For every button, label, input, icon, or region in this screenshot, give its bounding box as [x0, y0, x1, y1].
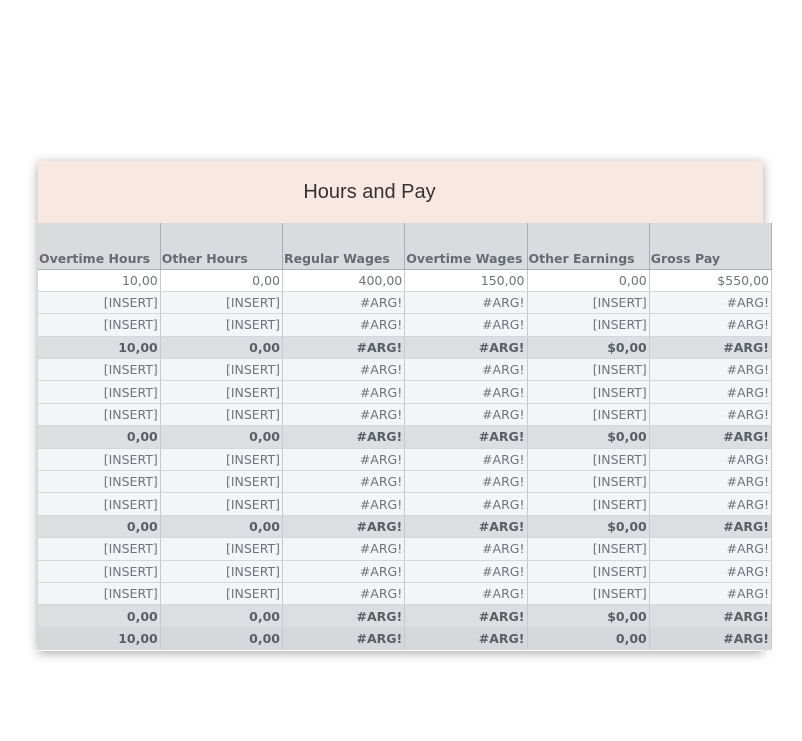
header-gross-pay[interactable]: Gross Pay	[649, 223, 771, 269]
table-row	[38, 448, 772, 470]
sheet-title[interactable]	[38, 161, 763, 223]
cell-gross-pay[interactable]: #ARG!	[649, 314, 771, 336]
table-row	[38, 403, 772, 425]
hours-pay-table	[38, 223, 772, 650]
cell-other-hours[interactable]: 0,00	[160, 627, 282, 649]
cell-overtime-wages[interactable]: #ARG!	[405, 605, 527, 627]
cell-regular-wages[interactable]: #ARG!	[283, 426, 405, 448]
cell-regular-wages[interactable]: #ARG!	[283, 538, 405, 560]
cell-other-hours[interactable]: 0,00	[160, 515, 282, 537]
cell-overtime-wages[interactable]: #ARG!	[405, 426, 527, 448]
cell-other-earnings[interactable]: 0,00	[527, 269, 649, 291]
cell-overtime-wages[interactable]: #ARG!	[405, 627, 527, 649]
cell-overtime-hours[interactable]: [INSERT]	[38, 538, 160, 560]
cell-overtime-wages[interactable]: #ARG!	[405, 560, 527, 582]
cell-overtime-wages[interactable]: 150,00	[405, 269, 527, 291]
cell-other-hours[interactable]: [INSERT]	[160, 582, 282, 604]
cell-overtime-hours[interactable]: [INSERT]	[38, 493, 160, 515]
cell-overtime-hours[interactable]: [INSERT]	[38, 403, 160, 425]
cell-overtime-wages[interactable]: #ARG!	[405, 582, 527, 604]
header-overtime-wages[interactable]: Overtime Wages	[405, 223, 527, 269]
table-row	[38, 269, 772, 291]
total-row	[38, 627, 772, 649]
cell-overtime-wages[interactable]: #ARG!	[405, 471, 527, 493]
cell-other-hours[interactable]: 0,00	[160, 269, 282, 291]
cell-other-earnings[interactable]: [INSERT]	[527, 493, 649, 515]
cell-gross-pay[interactable]: #ARG!	[649, 336, 771, 358]
cell-other-earnings[interactable]: [INSERT]	[527, 471, 649, 493]
cell-other-hours[interactable]: 0,00	[160, 605, 282, 627]
table-row	[38, 381, 772, 403]
cell-regular-wages[interactable]: #ARG!	[283, 314, 405, 336]
cell-gross-pay[interactable]: #ARG!	[649, 560, 771, 582]
cell-overtime-hours[interactable]: 0,00	[38, 515, 160, 537]
cell-overtime-hours[interactable]: [INSERT]	[38, 291, 160, 313]
cell-overtime-wages[interactable]: #ARG!	[405, 336, 527, 358]
cell-overtime-wages[interactable]: #ARG!	[405, 314, 527, 336]
cell-overtime-wages[interactable]: #ARG!	[405, 291, 527, 313]
cell-other-earnings[interactable]: 0,00	[527, 627, 649, 649]
subtotal-row	[38, 605, 772, 627]
cell-overtime-wages[interactable]: #ARG!	[405, 493, 527, 515]
cell-other-earnings[interactable]: [INSERT]	[527, 359, 649, 381]
cell-overtime-hours[interactable]: [INSERT]	[38, 582, 160, 604]
cell-other-earnings[interactable]: $0,00	[527, 336, 649, 358]
table-row	[38, 359, 772, 381]
cell-regular-wages[interactable]: #ARG!	[283, 336, 405, 358]
cell-other-hours[interactable]: [INSERT]	[160, 291, 282, 313]
cell-regular-wages[interactable]: #ARG!	[283, 582, 405, 604]
cell-other-earnings[interactable]: [INSERT]	[527, 448, 649, 470]
cell-other-hours[interactable]: 0,00	[160, 336, 282, 358]
table-row	[38, 314, 772, 336]
cell-gross-pay[interactable]: #ARG!	[649, 582, 771, 604]
cell-other-earnings[interactable]: [INSERT]	[527, 291, 649, 313]
cell-other-earnings[interactable]: $0,00	[527, 426, 649, 448]
cell-overtime-hours[interactable]: [INSERT]	[38, 560, 160, 582]
table-body	[38, 269, 772, 650]
table-row	[38, 538, 772, 560]
cell-other-hours[interactable]: 0,00	[160, 426, 282, 448]
table-row	[38, 291, 772, 313]
cell-regular-wages[interactable]: #ARG!	[283, 448, 405, 470]
cell-gross-pay[interactable]: #ARG!	[649, 381, 771, 403]
sheet-title-text: Hours and Pay	[303, 181, 436, 203]
cell-other-earnings[interactable]: [INSERT]	[527, 381, 649, 403]
subtotal-row	[38, 336, 772, 358]
cell-other-hours[interactable]: [INSERT]	[160, 359, 282, 381]
cell-other-earnings[interactable]: [INSERT]	[527, 560, 649, 582]
cell-regular-wages[interactable]: #ARG!	[283, 291, 405, 313]
cell-overtime-hours[interactable]: [INSERT]	[38, 314, 160, 336]
header-overtime-hours[interactable]: Overtime Hours	[38, 223, 160, 269]
header-other-hours[interactable]: Other Hours	[160, 223, 282, 269]
header-other-earnings[interactable]: Other Earnings	[527, 223, 649, 269]
cell-gross-pay[interactable]: #ARG!	[649, 493, 771, 515]
cell-overtime-hours[interactable]: [INSERT]	[38, 359, 160, 381]
cell-other-hours[interactable]: [INSERT]	[160, 538, 282, 560]
cell-other-hours[interactable]: [INSERT]	[160, 448, 282, 470]
cell-gross-pay[interactable]: #ARG!	[649, 538, 771, 560]
cell-other-hours[interactable]: [INSERT]	[160, 493, 282, 515]
cell-regular-wages[interactable]: #ARG!	[283, 515, 405, 537]
cell-regular-wages[interactable]: 400,00	[283, 269, 405, 291]
cell-overtime-wages[interactable]: #ARG!	[405, 448, 527, 470]
cell-overtime-wages[interactable]: #ARG!	[405, 538, 527, 560]
cell-gross-pay[interactable]: #ARG!	[649, 448, 771, 470]
cell-regular-wages[interactable]: #ARG!	[283, 627, 405, 649]
cell-regular-wages[interactable]: #ARG!	[283, 471, 405, 493]
subtotal-row	[38, 426, 772, 448]
header-row	[38, 223, 772, 269]
cell-other-earnings[interactable]: [INSERT]	[527, 582, 649, 604]
cell-regular-wages[interactable]: #ARG!	[283, 493, 405, 515]
cell-overtime-hours[interactable]: 10,00	[38, 269, 160, 291]
cell-overtime-hours[interactable]: [INSERT]	[38, 471, 160, 493]
cell-gross-pay[interactable]: #ARG!	[649, 403, 771, 425]
cell-gross-pay[interactable]: #ARG!	[649, 426, 771, 448]
cell-other-earnings[interactable]: $0,00	[527, 515, 649, 537]
cell-regular-wages[interactable]: #ARG!	[283, 605, 405, 627]
cell-other-hours[interactable]: [INSERT]	[160, 560, 282, 582]
cell-gross-pay[interactable]: #ARG!	[649, 291, 771, 313]
cell-other-earnings[interactable]: [INSERT]	[527, 403, 649, 425]
cell-other-hours[interactable]: [INSERT]	[160, 381, 282, 403]
cell-overtime-hours[interactable]: [INSERT]	[38, 448, 160, 470]
cell-overtime-hours[interactable]: 10,00	[38, 336, 160, 358]
cell-overtime-hours[interactable]: 10,00	[38, 627, 160, 649]
cell-gross-pay[interactable]: #ARG!	[649, 471, 771, 493]
cell-regular-wages[interactable]: #ARG!	[283, 359, 405, 381]
cell-gross-pay[interactable]: #ARG!	[649, 515, 771, 537]
table-row	[38, 493, 772, 515]
cell-overtime-hours[interactable]: 0,00	[38, 426, 160, 448]
cell-other-earnings[interactable]: [INSERT]	[527, 314, 649, 336]
cell-gross-pay[interactable]: #ARG!	[649, 605, 771, 627]
cell-regular-wages[interactable]: #ARG!	[283, 381, 405, 403]
cell-overtime-wages[interactable]: #ARG!	[405, 359, 527, 381]
cell-other-hours[interactable]: [INSERT]	[160, 314, 282, 336]
cell-other-earnings[interactable]: [INSERT]	[527, 538, 649, 560]
table-row	[38, 560, 772, 582]
cell-overtime-wages[interactable]: #ARG!	[405, 381, 527, 403]
header-regular-wages[interactable]: Regular Wages	[283, 223, 405, 269]
table-row	[38, 582, 772, 604]
subtotal-row	[38, 515, 772, 537]
cell-other-hours[interactable]: [INSERT]	[160, 403, 282, 425]
cell-gross-pay[interactable]: #ARG!	[649, 359, 771, 381]
table-row	[38, 471, 772, 493]
title-band	[38, 161, 763, 224]
spreadsheet	[38, 161, 769, 651]
cell-regular-wages[interactable]: #ARG!	[283, 403, 405, 425]
cell-overtime-hours[interactable]: [INSERT]	[38, 381, 160, 403]
cell-gross-pay[interactable]: $550,00	[649, 269, 771, 291]
cell-gross-pay[interactable]: #ARG!	[649, 627, 771, 649]
cell-overtime-wages[interactable]: #ARG!	[405, 515, 527, 537]
cell-regular-wages[interactable]: #ARG!	[283, 560, 405, 582]
cell-other-earnings[interactable]: $0,00	[527, 605, 649, 627]
cell-overtime-wages[interactable]: #ARG!	[405, 403, 527, 425]
cell-overtime-hours[interactable]: 0,00	[38, 605, 160, 627]
cell-other-hours[interactable]: [INSERT]	[160, 471, 282, 493]
